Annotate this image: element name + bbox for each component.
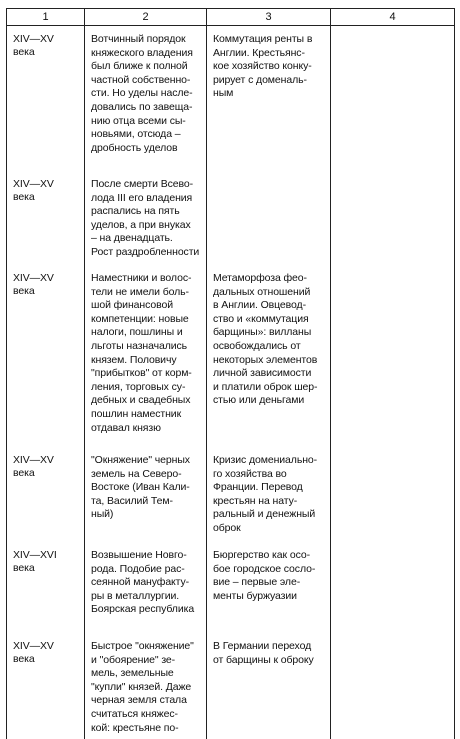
empty-cell	[331, 633, 455, 739]
period-text: XIV—XV века	[13, 640, 54, 665]
europe-text: Кризис домениально- го хозяйства во Франции. Перевод крестьян на нату- ральный и денежный оброк	[213, 454, 318, 534]
russia-text: Возвышение Новго- рода. Подобие рас- сеянной мануфакту- ры в металлургии. Боярская республика	[91, 549, 195, 616]
russia-text: Быстрое "окняжение" и "обоярение" зе- мель, земельные "купли" князей. Даже черная земля стала считаться княжес- кой: крестьяне по-	[91, 640, 194, 734]
europe-cell	[207, 26, 331, 172]
empty-cell	[331, 542, 455, 633]
header-col-2: 2	[85, 9, 207, 26]
table-row	[7, 542, 455, 633]
table-row	[7, 633, 455, 739]
europe-cell	[207, 265, 331, 447]
header-col-4: 4	[331, 9, 455, 26]
period-cell	[7, 26, 85, 172]
russia-cell	[85, 447, 207, 542]
table-row	[7, 265, 455, 447]
europe-text: Метаморфоза фео- дальных отношений в Англии. Овцевод- ство и «коммутация барщины»: вилланы освобождались от некоторых элементов личной зависимости и платили оброк шер- стью или деньгами	[213, 272, 318, 407]
period-cell	[7, 265, 85, 447]
russia-cell	[85, 265, 207, 447]
table-header-row	[7, 9, 455, 26]
table-row	[7, 447, 455, 542]
russia-cell	[85, 633, 207, 739]
empty-cell	[331, 447, 455, 542]
russia-cell	[85, 542, 207, 633]
russia-cell	[85, 171, 207, 265]
period-cell	[7, 542, 85, 633]
comparison-table	[6, 8, 455, 739]
europe-text: Бюргерство как осо- бое городское сосло- вие – первые эле- менты буржуазии	[213, 549, 316, 602]
russia-text: "Окняжение" черных земель на Северо- Востоке (Иван Кали- та, Василий Тем- ный)	[91, 454, 190, 521]
russia-text: Наместники и волос- тели не имели боль- шой финансовой компетенции: новые налоги, пошлины и льготы назначались князем. Половичу "прибытков" от корм- ления, торговых су- дебных и свадебных пошлин наместник отдавал князю	[91, 272, 192, 434]
period-text: XIV—XV века	[13, 272, 54, 297]
empty-cell	[331, 265, 455, 447]
empty-cell	[331, 26, 455, 172]
europe-cell	[207, 542, 331, 633]
europe-cell	[207, 447, 331, 542]
europe-cell	[207, 171, 331, 265]
russia-cell	[85, 26, 207, 172]
europe-cell	[207, 633, 331, 739]
period-text: XIV—XV века	[13, 178, 54, 203]
period-text: XIV—XVI века	[13, 549, 57, 574]
period-cell	[7, 171, 85, 265]
table-row	[7, 26, 455, 172]
russia-text: Вотчинный порядок княжеского владения был ближе к полной частной собственно- сти. Но уделы насле- довались по завеща- нию отца всеми сы- новьями, отсюда – дробность уделов	[91, 33, 193, 154]
table-row	[7, 171, 455, 265]
header-col-3: 3	[207, 9, 331, 26]
header-col-1: 1	[7, 9, 85, 26]
period-text: XIV—XV века	[13, 33, 54, 58]
europe-text: Коммутация ренты в Англии. Крестьянс- кое хозяйство конку- рирует с доменаль- ным	[213, 33, 313, 100]
empty-cell	[331, 171, 455, 265]
period-cell	[7, 633, 85, 739]
europe-text: В Германии переход от барщины к оброку	[213, 640, 314, 666]
period-text: XIV—XV века	[13, 454, 54, 479]
russia-text: После смерти Всево- лода III его владения распались на пять уделов, а при внуках – на двенадцать. Рост раздробленности	[91, 178, 200, 258]
period-cell	[7, 447, 85, 542]
